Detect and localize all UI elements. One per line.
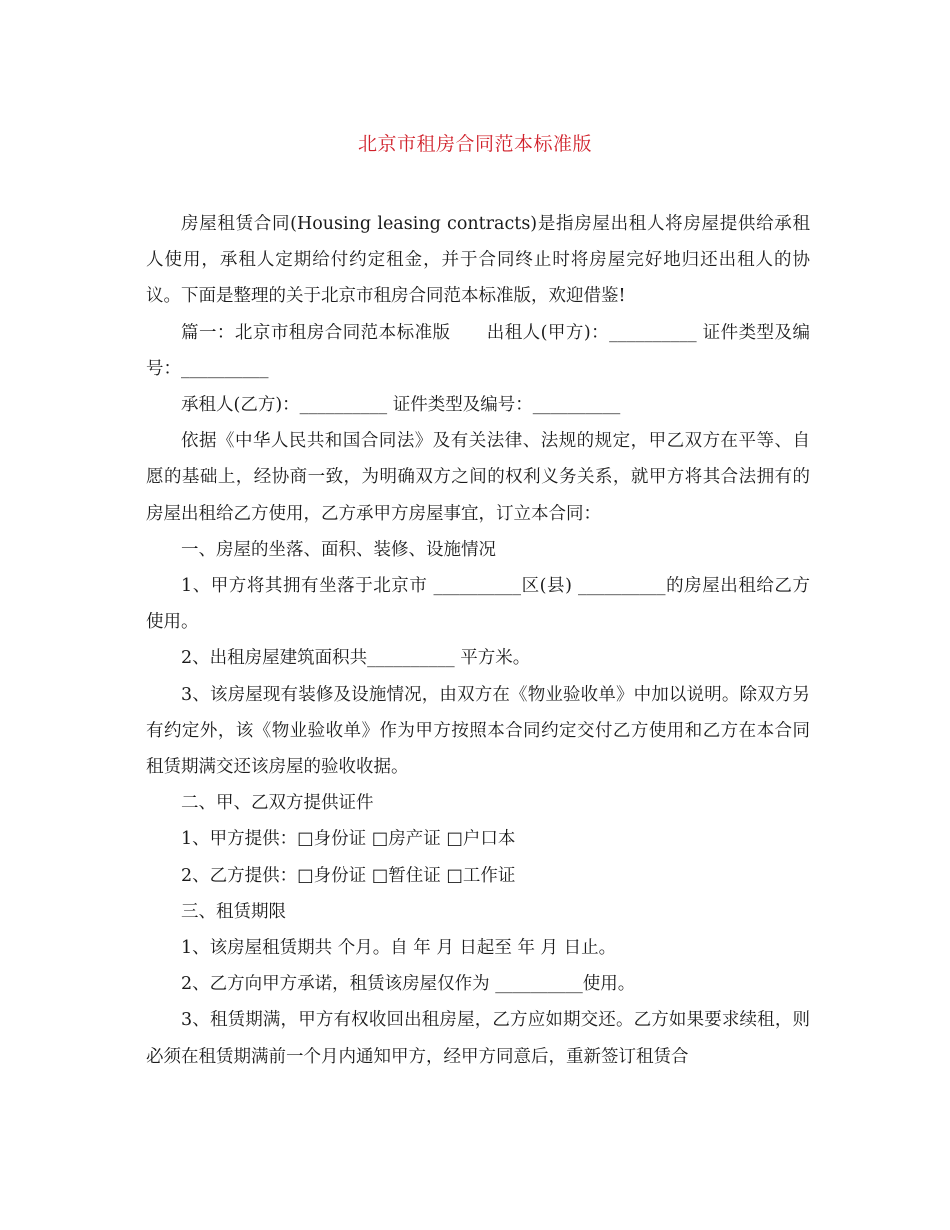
lessee-info-paragraph: 承租人(乙方)：__________ 证件类型及编号：__________ — [181, 395, 621, 416]
clause-2-1: 1、甲方提供：□身份证 □房产证 □户口本 — [181, 829, 516, 850]
clause-1-3: 3、该房屋现有装修及设施情况，由双方在《物业验收单》中加以说明。除双方另有约定外，该《物业验收单》作为甲方按照本合同约定交付乙方使用和乙方在本合同租赁期满交还该房屋的验收收据。 — [146, 684, 810, 778]
clause-2-2: 2、乙方提供：□身份证 □暂住证 □工作证 — [181, 865, 516, 886]
document-body — [146, 206, 810, 1075]
clause-1-1: 1、甲方将其拥有坐落于北京市 __________区(县) __________的房屋出租给乙方使用。 — [146, 576, 810, 633]
section-heading-2: 二、甲、乙双方提供证件 — [181, 793, 374, 814]
clause-3-3: 3、租赁期满，甲方有权收回出租房屋，乙方应如期交还。乙方如果要求续租，则必须在租赁期满前一个月内通知甲方，经甲方同意后，重新签订租赁合 — [146, 1010, 810, 1067]
clause-1-2: 2、出租房屋建筑面积共__________ 平方米。 — [181, 648, 531, 669]
clause-3-1: 1、该房屋租赁期共 个月。自 年 月 日起至 年 月 日止。 — [181, 938, 617, 959]
lessor-info-paragraph: 篇一：北京市租房合同范本标准版 出租人(甲方)：__________ 证件类型及编号：__________ — [146, 322, 810, 379]
section-heading-3: 三、租赁期限 — [181, 901, 286, 922]
legal-basis-paragraph: 依据《中华人民共和国合同法》及有关法律、法规的规定，甲乙双方在平等、自愿的基础上，经协商一致，为明确双方之间的权利义务关系，就甲方将其合法拥有的房屋出租给乙方使用，乙方承甲方房屋事宜，订立本合同： — [146, 431, 810, 524]
clause-3-2: 2、乙方向甲方承诺，租赁该房屋仅作为 __________使用。 — [181, 974, 636, 995]
intro-paragraph: 房屋租赁合同(Housing leasing contracts)是指房屋出租人将房屋提供给承租人使用，承租人定期给付约定租金，并于合同终止时将房屋完好地归还出租人的协议。下面是整理的关于北京市租房合同范本标准版，欢迎借鉴! — [146, 214, 810, 307]
section-heading-1: 一、房屋的坐落、面积、装修、设施情况 — [181, 539, 496, 560]
document-title: 北京市租房合同范本标准版 — [357, 133, 592, 155]
